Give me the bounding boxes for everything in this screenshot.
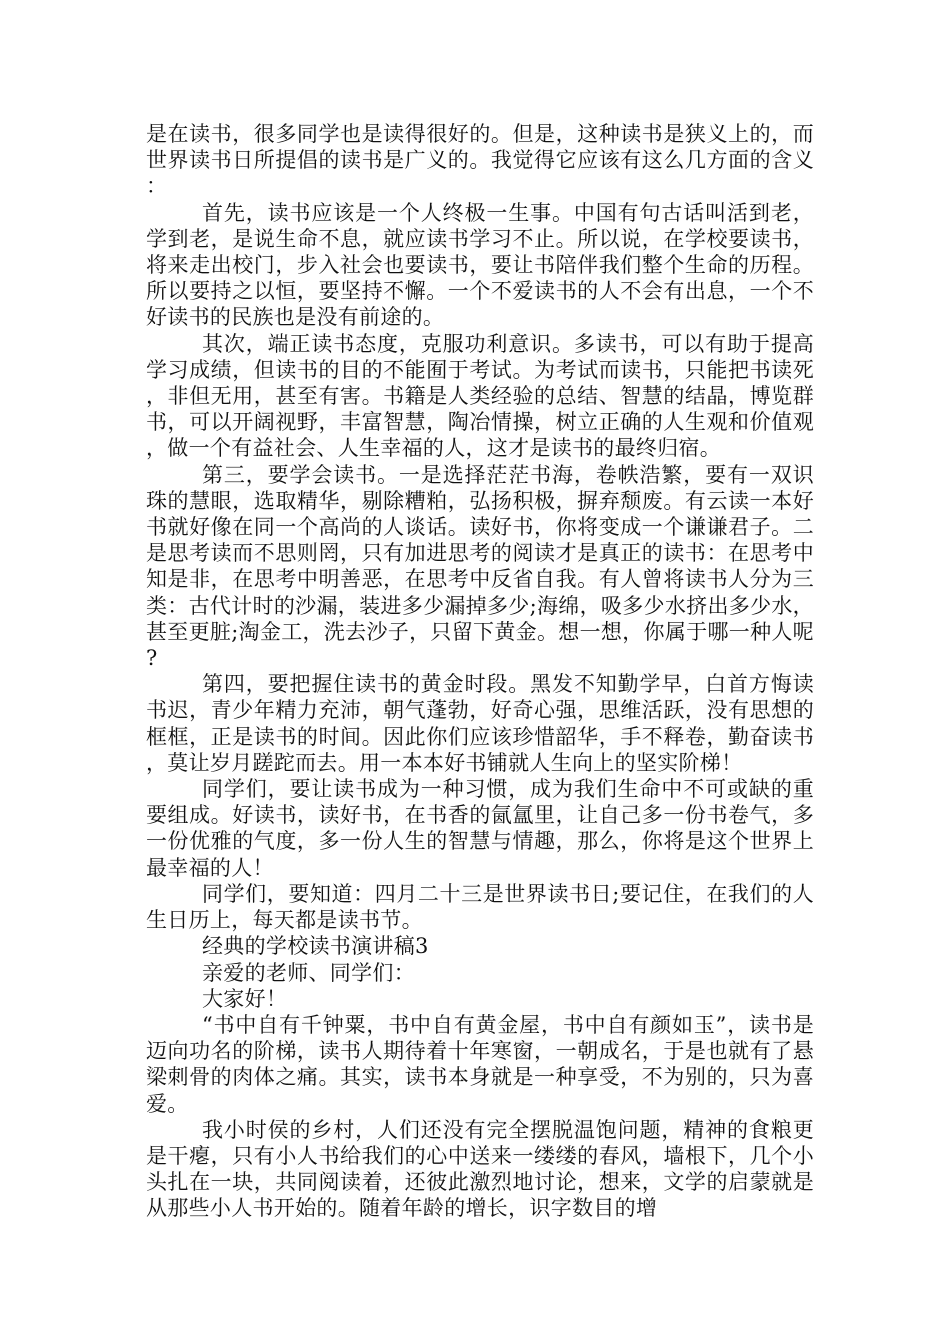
paragraph-2: 首先，读书应该是一个人终极一生事。中国有句古话叫活到老，学到老，是说生命不息，就应读书学习不止。所以说，在学校要读书，将来走出校门，步入社会也要读书，要让书陪伴我们整个生命的历程。所以要持之以恒，要坚持不懈。一个不爱读书的人不会有出息，一个不好读书的民族也是没有前途的。: [146, 200, 814, 330]
paragraph-1: 是在读书，很多同学也是读得很好的。但是，这种读书是狭义上的，而世界读书日所提倡的读书是广义的。我觉得它应该有这么几方面的含义：: [146, 122, 814, 199]
speech-title: 经典的学校读书演讲稿3: [202, 934, 429, 959]
document-body: [146, 121, 814, 1222]
paragraph-7: 同学们，要知道：四月二十三是世界读书日;要记住，在我们的人生日历上，每天都是读书节。: [146, 881, 814, 933]
paragraph-5: 第四，要把握住读书的黄金时段。黑发不知勤学早，白首方悔读书迟，青少年精力充沛，朝气蓬勃，好奇心强，思维活跃，没有思想的框框，正是读书的时间。因此你们应该珍惜韶华，手不释卷，勤奋读书，莫让岁月蹉跎而去。用一本本好书铺就人生向上的坚实阶梯！: [146, 672, 814, 775]
greeting: 大家好！: [202, 986, 288, 1011]
paragraph-4: 第三，要学会读书。一是选择茫茫书海，卷帙浩繁，要有一双识珠的慧眼，选取精华，剔除糟粕，弘扬积极，摒弃颓废。有云读一本好书就好像在同一个高尚的人谈话。读好书，你将变成一个谦谦君子。二是思考读而不思则罔，只有加进思考的阅读才是真正的读书：在思考中知是非，在思考中明善恶，在思考中反省自我。有人曾将读书人分为三类：古代计时的沙漏，装进多少漏掉多少;海绵，吸多少水挤出多少水，甚至更脏;淘金工，洗去沙子，只留下黄金。想一想，你属于哪一种人呢?: [146, 462, 814, 671]
salutation: 亲爱的老师、同学们：: [202, 960, 415, 985]
paragraph-9: 我小时侯的乡村，人们还没有完全摆脱温饱问题，精神的食粮更是干瘪，只有小人书给我们的心中送来一缕缕的春风，墙根下，几个小头扎在一块，共同阅读着，还彼此激烈地讨论，想来，文学的启蒙就是从那些小人书开始的。随着年龄的增长，识字数目的增: [146, 1117, 814, 1221]
paragraph-6: 同学们，要让读书成为一种习惯，成为我们生命中不可或缺的重要组成。好读书，读好书，在书香的氤氲里，让自己多一份书卷气，多一份优雅的气度，多一份人生的智慧与情趣，那么，你将是这个世界上最幸福的人！: [146, 777, 814, 880]
paragraph-8: “书中自有千钟粟，书中自有黄金屋，书中自有颜如玉”，读书是迈向功名的阶梯，读书人期待着十年寒窗，一朝成名，于是也就有了悬梁刺骨的肉体之痛。其实，读书本身就是一种享受，不为别的，只为喜爱。: [146, 1012, 814, 1116]
paragraph-3: 其次，端正读书态度，克服功利意识。多读书，可以有助于提高学习成绩，但读书的目的不能囿于考试。为考试而读书，只能把书读死，非但无用，甚至有害。书籍是人类经验的总结、智慧的结晶，博览群书，可以开阔视野，丰富智慧，陶冶情操，树立正确的人生观和价值观，做一个有益社会、人生幸福的人，这才是读书的最终归宿。: [146, 331, 814, 461]
